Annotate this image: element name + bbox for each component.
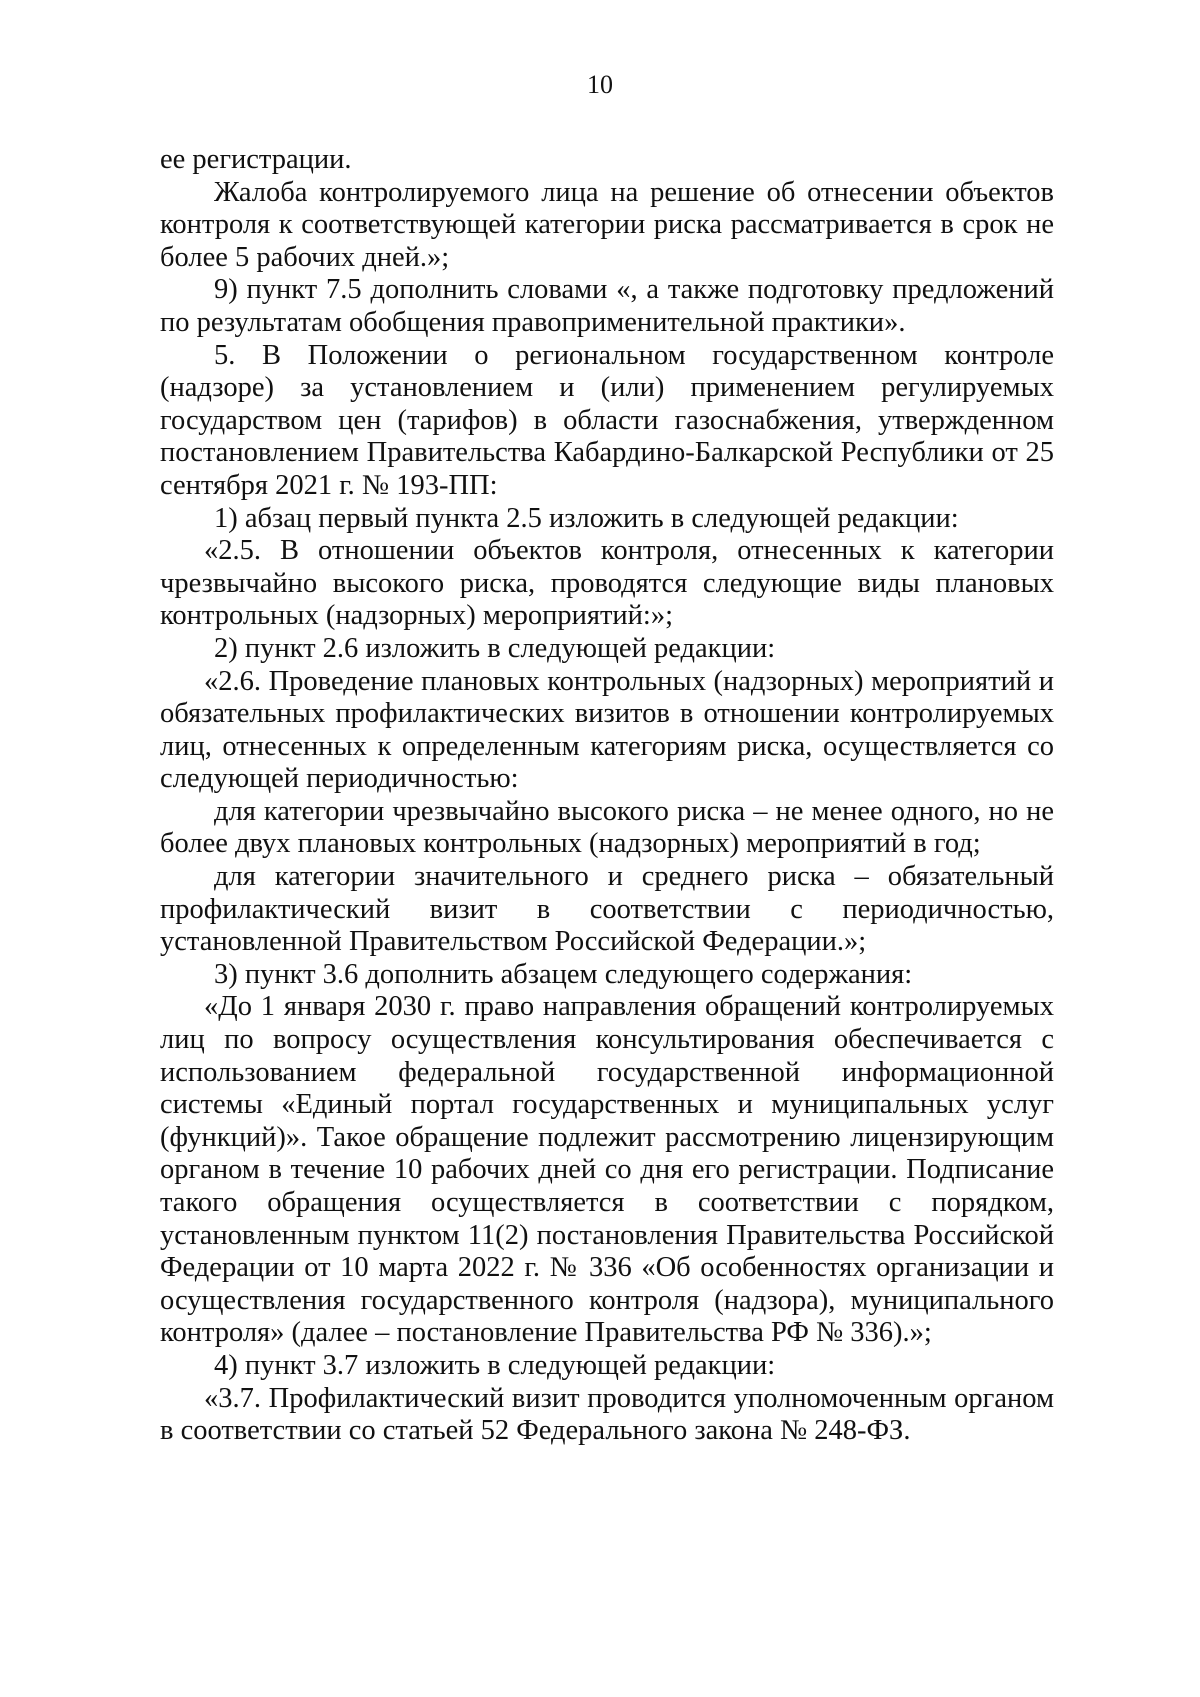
paragraph: «3.7. Профилактический визит проводится уполномоченным органом в соответствии со статьей 52 Федерального закона № 248-ФЗ. [160, 1382, 1054, 1447]
paragraph: 5. В Положении о региональном государственном контроле (надзоре) за установлением и (или) применением регулируемых государством цен (тарифов) в области газоснабжения, утвержденном постановлением Правительства Кабардино-Балкарской Республики от 25 сентября 2021 г. № 193-ПП: [160, 339, 1054, 501]
paragraph: «До 1 января 2030 г. право направления обращений контролируемых лиц по вопросу осуществления консультирования обеспечивается с использованием федеральной государственной информационной системы «Единый портал государственных и муниципальных услуг (функций)». Такое обращение подлежит рассмотрению лицензирующим органом в течение 10 рабочих дней со дня его регистрации. Подписание такого обращения осуществляется в соответствии с порядком, установленным пунктом 11(2) постановления Правительства Российской Федерации от 10 марта 2022 г. № 336 «Об особенностях организации и осуществления государственного контроля (надзора), муниципального контроля» (далее – постановление Правительства РФ № 336).»; [160, 991, 1054, 1349]
paragraph: для категории значительного и среднего риска – обязательный профилактический визит в соответствии с периодичностью, установленной Правительством Российской Федерации.»; [160, 861, 1054, 958]
paragraph: 9) пункт 7.5 дополнить словами «, а также подготовку предложений по результатам обобщения правоприменительной практики». [160, 274, 1054, 338]
paragraph: 2) пункт 2.6 изложить в следующей редакции: [214, 632, 776, 664]
paragraph: ее регистрации. [160, 144, 352, 175]
paragraph: 4) пункт 3.7 изложить в следующей редакции: [214, 1349, 776, 1381]
paragraph: для категории чрезвычайно высокого риска – не менее одного, но не более двух плановых контрольных (надзорных) мероприятий в год; [160, 795, 1054, 860]
paragraph: «2.6. Проведение плановых контрольных (надзорных) мероприятий и обязательных профилактических визитов в отношении контролируемых лиц, отнесенных к определенным категориям риска, осуществляется со следующей периодичностью: [160, 665, 1054, 795]
paragraph: Жалоба контролируемого лица на решение об отнесении объектов контроля к соответствующей категории риска рассматривается в срок не более 5 рабочих дней.»; [160, 176, 1054, 273]
paragraph: «2.5. В отношении объектов контроля, отнесенных к категории чрезвычайно высокого риска, проводятся следующие виды плановых контрольных (надзорных) мероприятий:»; [160, 535, 1054, 632]
document-body [160, 144, 1054, 1448]
paragraph: 1) абзац первый пункта 2.5 изложить в следующей редакции: [214, 502, 959, 534]
page-number: 10 [587, 70, 613, 99]
paragraph: 3) пункт 3.6 дополнить абзацем следующего содержания: [214, 958, 913, 990]
